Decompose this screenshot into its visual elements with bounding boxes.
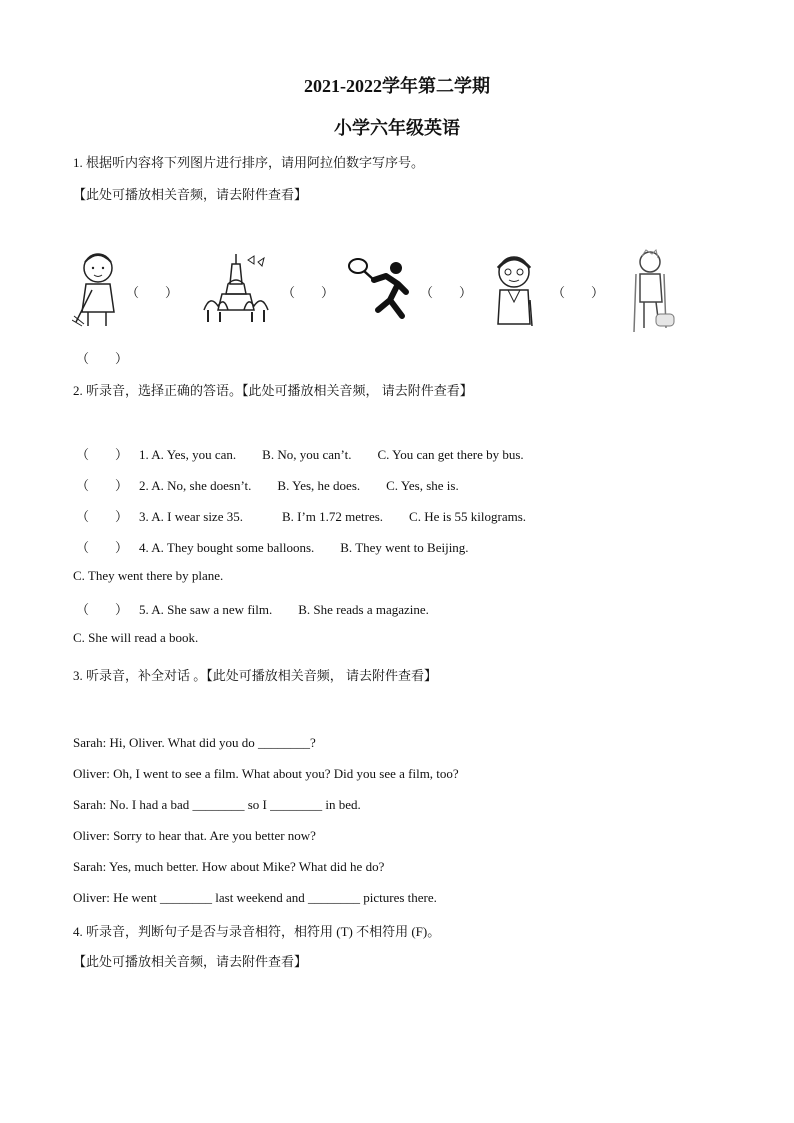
q4-instruction: 4. 听录音，判断句子是否与录音相符，相符用 (T) 不相符用 (F)。	[73, 924, 441, 939]
temple-icon	[198, 250, 274, 326]
q2-item-3-paren[interactable]: （ ）	[76, 509, 129, 524]
dialogue-line-6: Oliver: He went ________ last weekend and ________ pictures there.	[73, 890, 437, 905]
dialogue-line-1: Sarah: Hi, Oliver. What did you do ________?	[73, 735, 316, 750]
q1-blank-3[interactable]: （ ）	[420, 285, 473, 300]
q1-audio-note: 【此处可播放相关音频，请去附件查看】	[73, 187, 308, 202]
q2-item-2: 2. A. No, she doesn’t. B. Yes, he does. C. Yes, she is.	[139, 478, 459, 493]
dialogue-line-4: Oliver: Sorry to hear that. Are you better now?	[73, 828, 316, 843]
q1-instruction: 1. 根据听内容将下列图片进行排序，请用阿拉伯数字写序号。	[73, 155, 425, 170]
dialogue-line-3: Sarah: No. I had a bad ________ so I ________ in bed.	[73, 797, 361, 812]
q1-blank-1[interactable]: （ ）	[126, 285, 179, 300]
q1-blank-5[interactable]: （ ）	[76, 351, 129, 366]
boy-sweeping-icon	[72, 250, 124, 328]
injured-man-icon	[626, 248, 680, 332]
dialogue-line-5: Sarah: Yes, much better. How about Mike? What did he do?	[73, 859, 385, 874]
q2-item-5-option-c: C. She will read a book.	[73, 630, 199, 645]
q1-blank-2[interactable]: （ ）	[282, 285, 335, 300]
dialogue-line-2: Oliver: Oh, I went to see a film. What about you? Did you see a film, too?	[73, 766, 459, 781]
q1-blank-4[interactable]: （ ）	[552, 285, 605, 300]
page-title: 2021-2022学年第二学期	[304, 76, 490, 96]
q2-item-5-paren[interactable]: （ ）	[76, 602, 129, 617]
q2-item-4: 4. A. They bought some balloons. B. They went to Beijing.	[139, 540, 469, 555]
q4-audio-note: 【此处可播放相关音频，请去附件查看】	[73, 954, 308, 969]
q2-item-4-option-c: C. They went there by plane.	[73, 568, 224, 583]
q2-item-4-paren[interactable]: （ ）	[76, 540, 129, 555]
badminton-icon	[346, 254, 412, 324]
q2-item-2-paren[interactable]: （ ）	[76, 478, 129, 493]
q2-item-3: 3. A. I wear size 35. B. I’m 1.72 metres. C. He is 55 kilograms.	[139, 509, 527, 524]
q2-item-1: 1. A. Yes, you can. B. No, you can’t. C. You can get there by bus.	[139, 447, 524, 462]
q2-item-1-paren[interactable]: （ ）	[76, 447, 129, 462]
q2-instruction: 2. 听录音，选择正确的答语。【此处可播放相关音频， 请去附件查看】	[73, 383, 473, 398]
page-subtitle: 小学六年级英语	[334, 118, 460, 138]
grandma-icon	[486, 250, 542, 328]
q2-item-5: 5. A. She saw a new film. B. She reads a magazine.	[139, 602, 429, 617]
q3-instruction: 3. 听录音，补全对话 。【此处可播放相关音频， 请去附件查看】	[73, 668, 438, 683]
